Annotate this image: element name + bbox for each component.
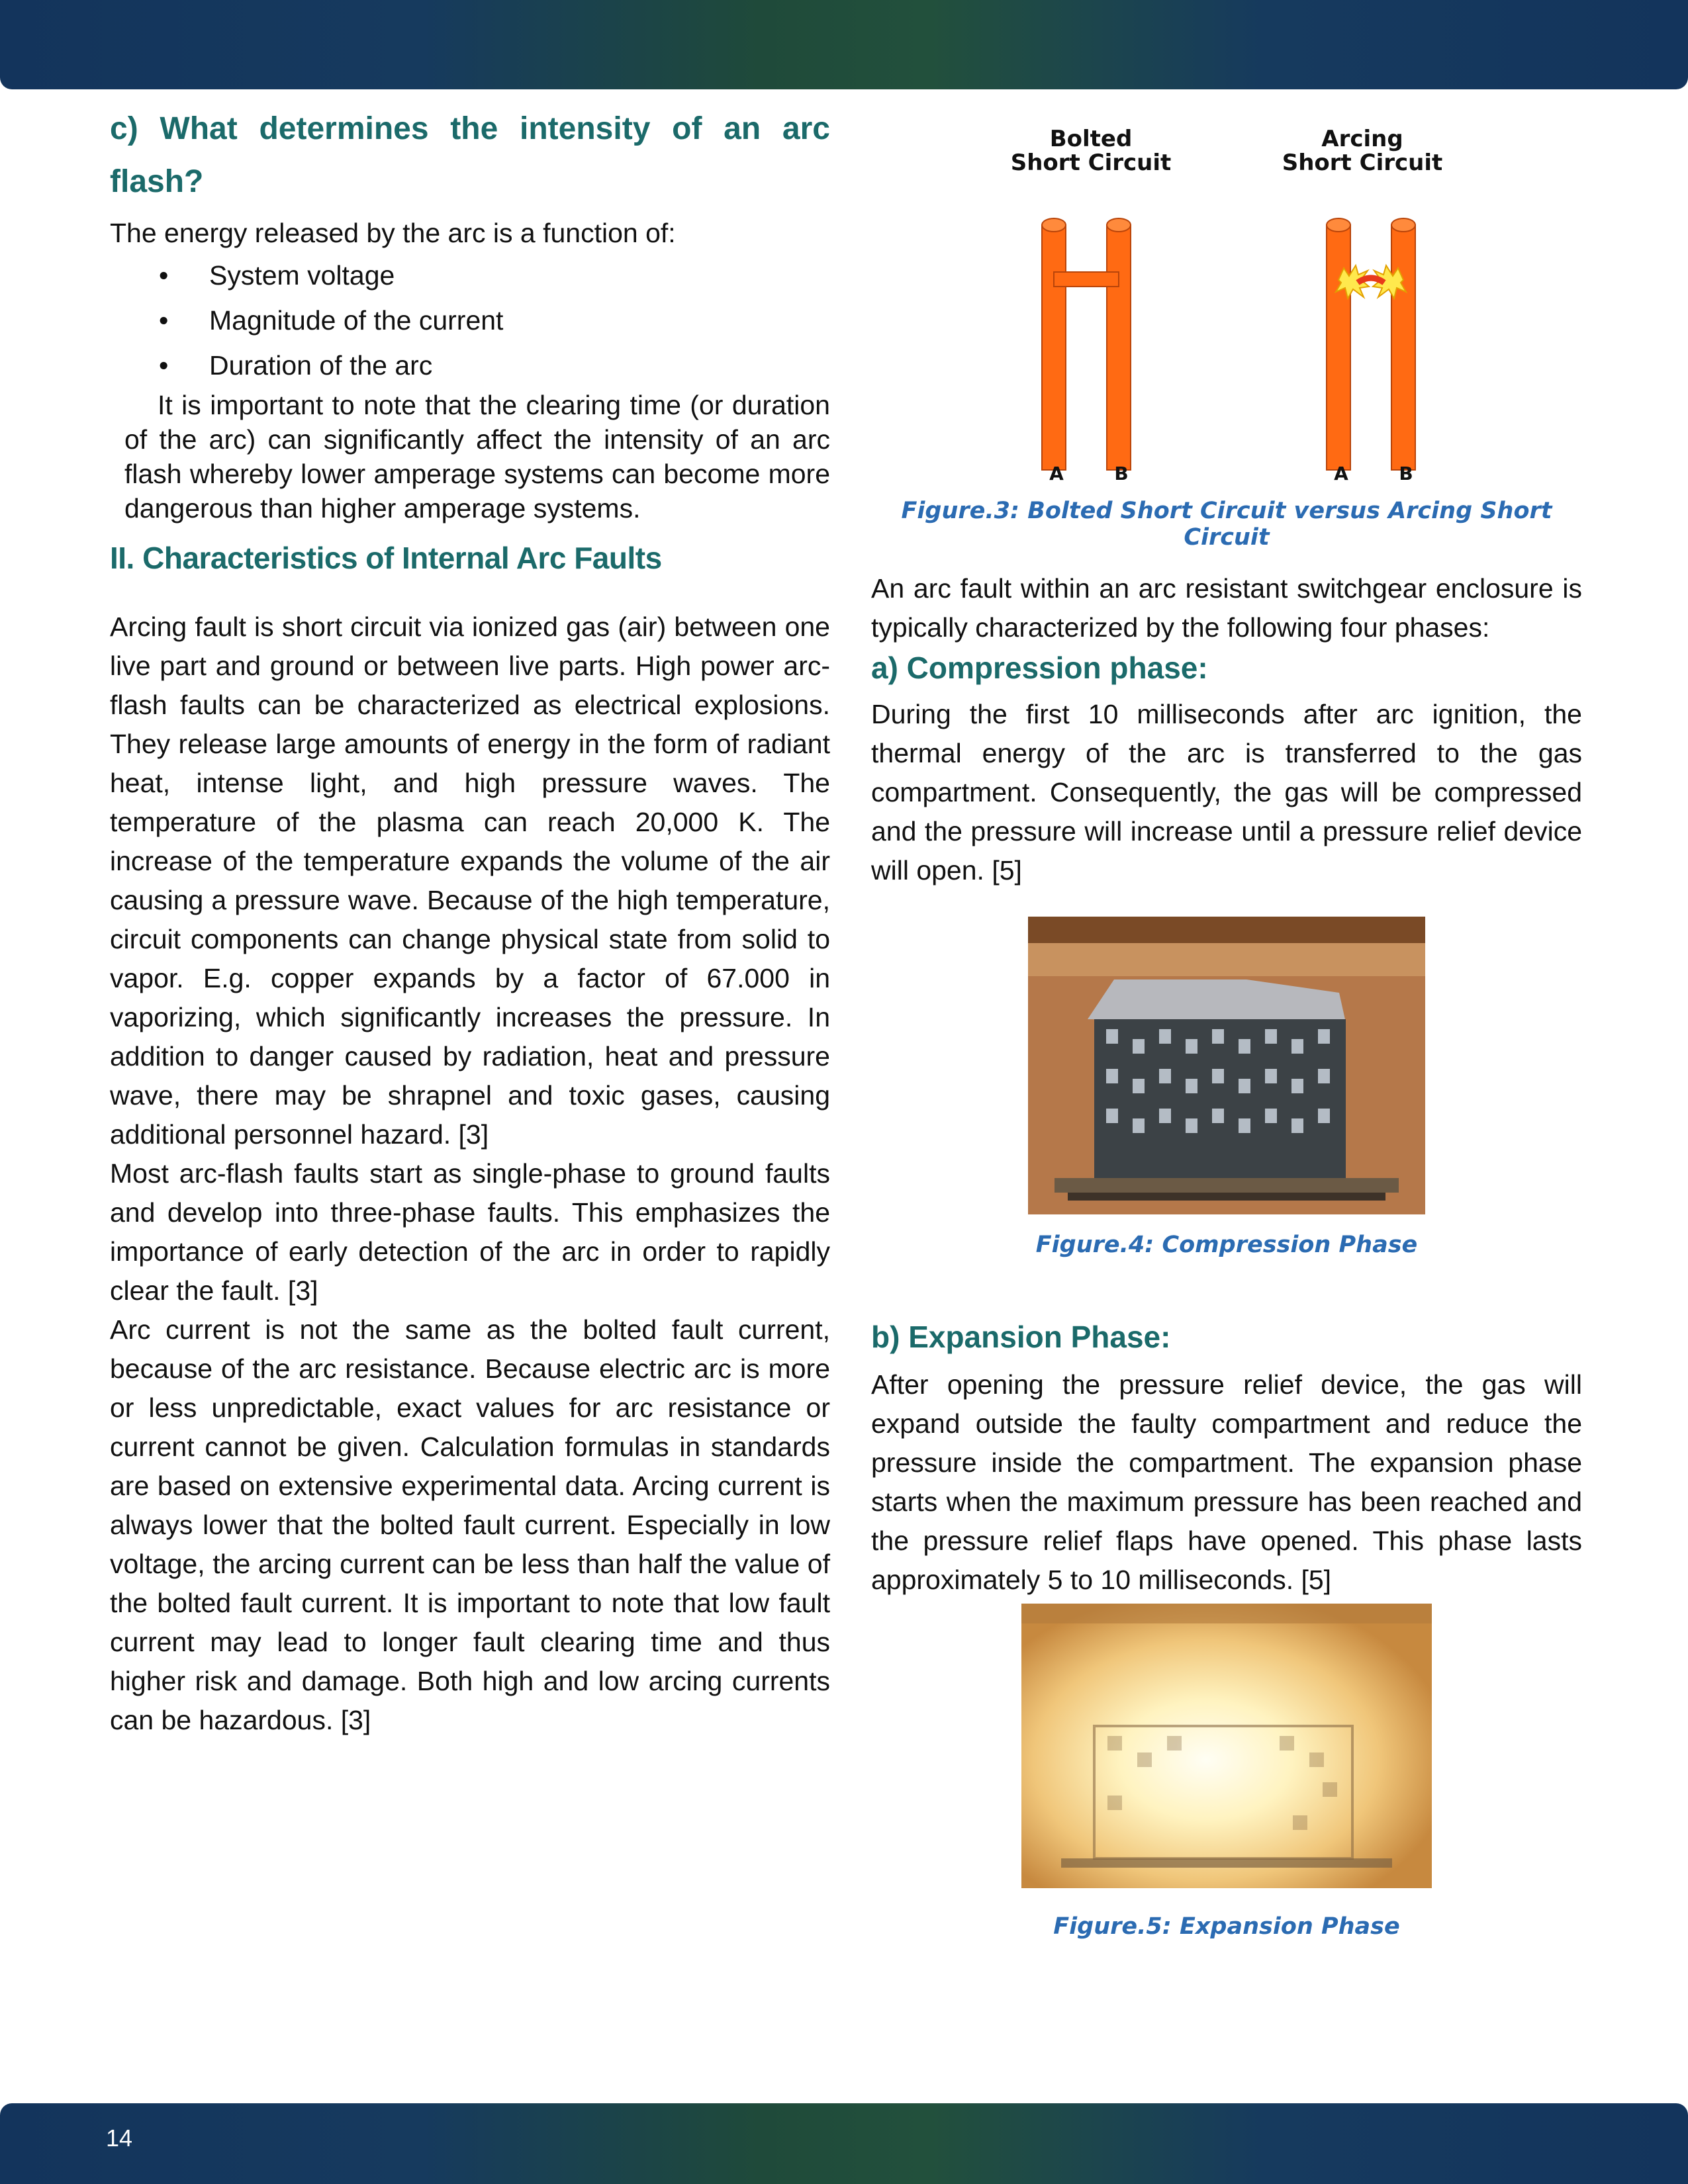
bolted-label-2: Short Circuit bbox=[1010, 150, 1172, 176]
phases-intro: An arc fault within an arc resistant switchgear enclosure is typically characterized by the following four phases: bbox=[871, 573, 1582, 643]
arc-icon bbox=[1358, 278, 1384, 283]
bullet: • bbox=[159, 260, 169, 291]
terminal-a-label: A bbox=[1334, 463, 1348, 484]
terminal-b-label: B bbox=[1114, 463, 1129, 484]
paragraph-single-phase: Most arc-flash faults start as single-phase to ground faults and develop into three-phase faults. This emphasizes the importance of early detection of the arc in order to rapidly clear the fault. [3] bbox=[110, 1158, 830, 1306]
paragraph-arc-current: Arc current is not the same as the bolted fault current, because of the arc resistance. Because electric arc is more or less unpredictable, exact values for arc resistance or current cannot be given. Calculation formulas in standards are based on extensive experimental data. Arcing current is always lower that the bolted fault current. Especially in low voltage, the arcing current can be less than half the value of the bolted fault current. It is important to note that low fault current may lead to longer fault clearing time and thus higher risk and damage. Both high and low arcing currents can be hazardous. [3] bbox=[110, 1314, 830, 1735]
arcing-conductors bbox=[1327, 218, 1415, 470]
page-number: 14 bbox=[106, 2124, 133, 2152]
list-item: • System voltage bbox=[110, 253, 830, 298]
paragraph-compression: During the first 10 milliseconds after arc ignition, the thermal energy of the arc is transferred to the gas compartment. Consequently, the gas will be compressed and the pressure will increase until a pressure relief device will open. [5] bbox=[871, 699, 1582, 886]
bullet: • bbox=[159, 305, 169, 336]
short-circuit-diagram bbox=[871, 109, 1582, 500]
terminal-b-label: B bbox=[1399, 463, 1413, 484]
figure-4-caption: Figure.4: Compression Phase bbox=[1035, 1232, 1418, 1258]
figure-3-diagram bbox=[871, 109, 1582, 500]
intro-text: The energy released by the arc is a function of: bbox=[110, 218, 676, 248]
left-column bbox=[110, 103, 830, 1740]
expansion-phase-photo bbox=[1021, 1604, 1432, 1888]
footer-band bbox=[0, 2103, 1688, 2184]
figure-3-caption: Figure.3: Bolted Short Circuit versus Arcing Short Circuit bbox=[901, 498, 1552, 551]
bolted-label-1: Bolted bbox=[1049, 126, 1133, 152]
terminal-a-label: A bbox=[1049, 463, 1064, 484]
figure-5-caption: Figure.5: Expansion Phase bbox=[1053, 1913, 1400, 1940]
section-heading-ii: II. Characteristics of Internal Arc Faults bbox=[110, 541, 662, 575]
right-column bbox=[871, 109, 1582, 1940]
heading-expansion-phase: b) Expansion Phase: bbox=[871, 1320, 1171, 1354]
list-item: • Duration of the arc bbox=[110, 343, 830, 388]
bolt-bar bbox=[1054, 272, 1119, 287]
bolted-conductors bbox=[1042, 218, 1131, 470]
heading-compression-phase: a) Compression phase: bbox=[871, 651, 1208, 685]
arcing-label-1: Arcing bbox=[1321, 126, 1403, 152]
arcing-label-2: Short Circuit bbox=[1282, 150, 1443, 176]
note-paragraph: It is important to note that the clearing time (or duration of the arc) can significantly affect the intensity of an arc flash whereby lower amperage systems can become more dangerous than higher amperage systems. bbox=[124, 390, 830, 523]
paragraph-expansion: After opening the pressure relief device, the gas will expand outside the faulty compartment and reduce the pressure inside the compartment. The expansion phase starts when the maximum pressure has been reached and the pressure relief flaps have opened. This phase lasts approximately 5 to 10 milliseconds. [5] bbox=[871, 1369, 1582, 1595]
paragraph-arcing-fault: Arcing fault is short circuit via ionized gas (air) between one live part and ground or between live parts. High power arc-flash faults can be characterized as electrical explosions. They release large amounts of energy in the form of radiant heat, intense light, and high pressure waves. The temperature of the plasma can reach 20,000 K. The increase of the temperature expands the volume of the air causing a pressure wave. Because of the high temperature, circuit components can change physical state from solid to vapor. E.g. copper expands by a factor of 67.000 in vaporizing, which significantly increases the pressure. In addition to danger caused by radiation, heat and pressure wave, there may be shrapnel and toxic gases, causing additional personnel hazard. [3] bbox=[110, 612, 830, 1150]
section-heading-c: c) What determines the intensity of an arc flash? bbox=[110, 111, 830, 199]
compression-phase-photo bbox=[1028, 917, 1425, 1214]
header-band bbox=[0, 0, 1688, 89]
factor-list bbox=[110, 253, 830, 388]
bullet: • bbox=[159, 350, 169, 381]
list-item: • Magnitude of the current bbox=[110, 298, 830, 343]
